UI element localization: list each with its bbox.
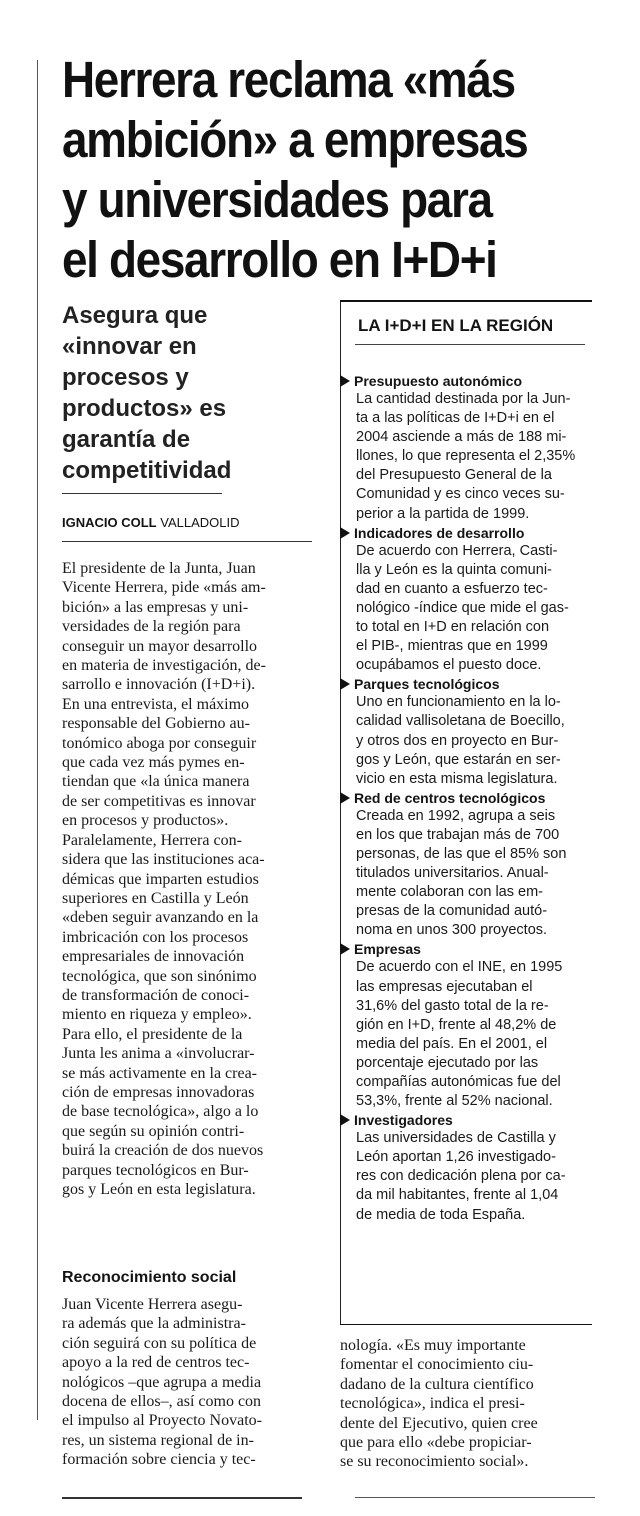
sidebar-list [340,372,595,1225]
sidebar-item-line: vicio en esta misma legislatura. [356,770,558,787]
byline-author: IGNACIO COLL [62,515,157,530]
sidebar-item-heading [340,372,595,390]
triangle-bullet-icon [340,678,350,690]
sidebar-item [340,789,595,941]
sidebar-item-body [340,542,595,676]
body-line: nología. «Es muy importante [340,1337,526,1354]
headline-line: el desarrollo en I+D+i [62,231,497,288]
column-rule [37,60,38,1420]
body-line: en procesos y productos». [62,812,229,830]
sidebar-item-heading-text: Parques tecnológicos [354,676,500,693]
body-line: responsable del Gobierno au- [62,715,250,733]
sidebar-item-line: porcentaje ejecutado por las [356,1054,539,1071]
body-line: bición» a las empresas y uni- [62,598,249,616]
byline [62,514,312,532]
subheadline-line: garantía de [62,426,191,453]
sidebar-item-heading-text: Investigadores [354,1112,453,1129]
sidebar-item-heading [340,524,595,542]
sidebar-item-line: noma en unos 300 proyectos. [356,922,548,939]
sidebar-item-heading [340,789,595,807]
sidebar-item-line: Uno en funcionamiento en la lo- [356,694,561,711]
body-line: dente del Ejecutivo, quien cree [340,1414,538,1432]
headline-line: y universidades para [62,171,492,228]
sidebar-item-line: 2004 asciende a más de 188 mi- [356,429,567,446]
body-line: Junta les anima a «involucrar- [62,1045,255,1063]
sidebar-item-body [340,958,595,1111]
body-line: sidera que las instituciones aca- [62,851,265,869]
body-line: tiendan que «la única manera [62,773,250,791]
sidebar-item [340,1111,595,1224]
body-line: El presidente de la Junta, Juan [62,560,256,577]
sidebar-item-line: gos y León, que estarán en ser- [356,751,561,768]
sidebar-item-line: res con dedicación plena por ca- [356,1168,566,1185]
body-line: tecnológica», indica el presi- [340,1395,525,1413]
bottom-rule [355,1497,595,1498]
article-body-left [62,559,312,1199]
body-line: démicas que imparten estudios [62,870,259,888]
sidebar-item-line: dad en cuanto a esfuerzo tec- [356,580,548,597]
sidebar-item [340,675,595,788]
section-heading: Reconocimiento social [62,1269,237,1286]
subheadline-line: productos» es [62,395,227,422]
body-line: superiores en Castilla y León [62,889,249,907]
triangle-bullet-icon [340,792,350,804]
sidebar-item-line: media del país. En el 2001, el [356,1035,548,1052]
sidebar-item-heading-text: Empresas [354,941,421,958]
sidebar-item-line: 53,3%, frente al 52% nacional. [356,1093,553,1110]
sidebar-item-line: lla y León es la quinta comuni- [356,561,552,578]
triangle-bullet-icon [340,1114,350,1126]
body-line: docena de ellos–, así como con [62,1393,262,1411]
body-line: tecnológica, que son sinónimo [62,967,257,985]
sidebar-item-line: personas, de las que el 85% son [356,845,567,862]
sidebar-item-line: del Presupuesto General de la [356,467,552,484]
body-line: buirá la creación de dos nuevos [62,1142,264,1160]
sidebar-item [340,372,595,524]
subheadline-line: procesos y [62,364,189,391]
sidebar-item-line: gión en I+D, frente al 48,2% de [356,1016,557,1033]
sidebar-item-line: calidad vallisoletana de Boecillo, [356,713,565,730]
sidebar-item-body [340,1129,595,1224]
sidebar-item-line: mente colaboran con las em- [356,884,543,901]
sidebar-bottom-rule [340,1324,592,1325]
sidebar-title: LA I+D+I EN LA REGIÓN [358,316,554,335]
sidebar-item-line: perior a la partida de 1999. [356,505,530,522]
byline-location: VALLADOLID [160,515,240,530]
body-line: Para ello, el presidente de la [62,1025,243,1043]
body-line: de ser competitivas es innovar [62,792,256,810]
sidebar-item-heading [340,940,595,958]
sidebar-item-heading [340,1111,595,1129]
body-line: ra además que la administra- [62,1315,246,1333]
body-line: empresariales de innovación [62,948,245,966]
sidebar-item-line: el PIB-, mientras que en 1999 [356,638,548,655]
headline [62,50,566,290]
body-line: En una entrevista, el máximo [62,695,250,713]
sidebar-item-line: La cantidad destinada por la Jun- [356,391,571,407]
bottom-rule [62,1497,302,1499]
body-line: miento en riqueza y empleo». [62,1006,252,1024]
subheadline-line: Asegura que [62,302,208,329]
body-line: «deben seguir avanzando en la [62,909,259,927]
body-line: en materia de investigación, de- [62,657,266,675]
body-line: conseguir un mayor desarrollo [62,637,258,655]
body-line: de base tecnológica», algo a lo [62,1103,259,1121]
body-line: fomentar el conocimiento ciu- [340,1356,534,1374]
body-line: que cada vez más pymes en- [62,754,245,772]
body-line: res, un sistema regional de in- [62,1431,254,1449]
headline-line: ambición» a empresas [62,111,528,168]
sidebar-item-heading [340,675,595,693]
byline-rule [62,541,312,542]
subheadline-line: competitividad [62,457,232,484]
sidebar-item-line: ocupábamos el puesto doce. [356,657,542,674]
body-line: gos y León en esta legislatura. [62,1181,256,1198]
subheadline-rule [62,493,222,494]
sidebar-item [340,524,595,676]
body-line: nológicos –que agrupa a media [62,1373,262,1391]
triangle-bullet-icon [340,375,350,387]
body-line: el impulso al Proyecto Novato- [62,1412,262,1430]
subheadline-line: «innovar en [62,333,197,360]
sidebar-item-body [340,693,595,788]
body-line: sarrollo e innovación (I+D+i). [62,676,256,694]
body-line: que según su opinión contri- [62,1122,245,1140]
sidebar-item-line: da mil habitantes, frente al 1,04 [356,1187,559,1204]
body-line: que para ello «debe propiciar- [340,1434,532,1452]
body-line: Juan Vicente Herrera asegu- [62,1296,243,1313]
body-line: imbricación con los procesos [62,928,249,946]
body-line: se más activamente en la crea- [62,1064,257,1082]
headline-line: Herrera reclama «más [62,51,515,108]
sidebar-top-rule [340,300,592,302]
sidebar-item-body [340,390,595,524]
body-line: de transformación de conoci- [62,986,250,1004]
sidebar-title-rule [355,344,585,345]
sidebar-item-line: nológico -índice que mide el gas- [356,599,569,616]
sidebar-item-line: León aportan 1,26 investigado- [356,1149,556,1166]
sidebar-item-line: y otros dos en proyecto en Bur- [356,732,559,749]
sidebar-item-heading-text: Red de centros tecnológicos [354,789,546,806]
sidebar-item-line: de media de toda España. [356,1206,526,1223]
body-line: tonómico aboga por conseguir [62,734,257,752]
sidebar-item-line: las empresas ejecutaban el [356,978,533,995]
sidebar-item [340,940,595,1111]
sidebar-item-line: presas de la comunidad autó- [356,903,548,920]
sidebar-item-heading-text: Presupuesto autonómico [354,373,523,389]
body-line: se su reconocimiento social». [340,1453,529,1471]
sidebar-item-line: Las universidades de Castilla y [356,1130,556,1147]
sidebar-item-line: De acuerdo con el INE, en 1995 [356,959,563,976]
sidebar-item-line: Comunidad y es cinco veces su- [356,486,565,503]
body-line: ción seguirá con su política de [62,1334,257,1352]
sidebar-item-line: llones, lo que representa el 2,35% [356,448,576,465]
sidebar-item-line: 31,6% del gasto total de la re- [356,997,549,1014]
sidebar-item-heading-text: Indicadores de desarrollo [354,524,525,541]
body-line: versidades de la región para [62,618,241,636]
body-line: Paralelamente, Herrera con- [62,831,242,849]
body-line: apoyo a la red de centros tec- [62,1354,250,1372]
body-line: ción de empresas innovadoras [62,1083,255,1101]
sidebar-item-line: De acuerdo con Herrera, Casti- [356,542,558,559]
sidebar-item-line: titulados universitarios. Anual- [356,865,549,882]
sidebar-item-line: to total en I+D en relación con [356,619,550,636]
sidebar-item-line: Creada en 1992, agrupa a seis [356,807,556,824]
sidebar-item-line: compañías autonómicas fue del [356,1074,561,1090]
subheadline [62,300,262,486]
sidebar-item-line: ta a las políticas de I+D+i en el [356,410,555,427]
body-line: dadano de la cultura científico [340,1375,534,1393]
body-line: parques tecnológicos en Bur- [62,1161,249,1179]
triangle-bullet-icon [340,943,350,955]
triangle-bullet-icon [340,527,350,539]
sidebar-item-body [340,807,595,941]
article-body-right [340,1336,595,1472]
sidebar-item-line: en los que trabajan más de 700 [356,826,560,843]
body-line: formación sobre ciencia y tec- [62,1451,256,1469]
body-line: Vicente Herrera, pide «más am- [62,579,266,597]
article-body-left-continued [62,1295,312,1470]
